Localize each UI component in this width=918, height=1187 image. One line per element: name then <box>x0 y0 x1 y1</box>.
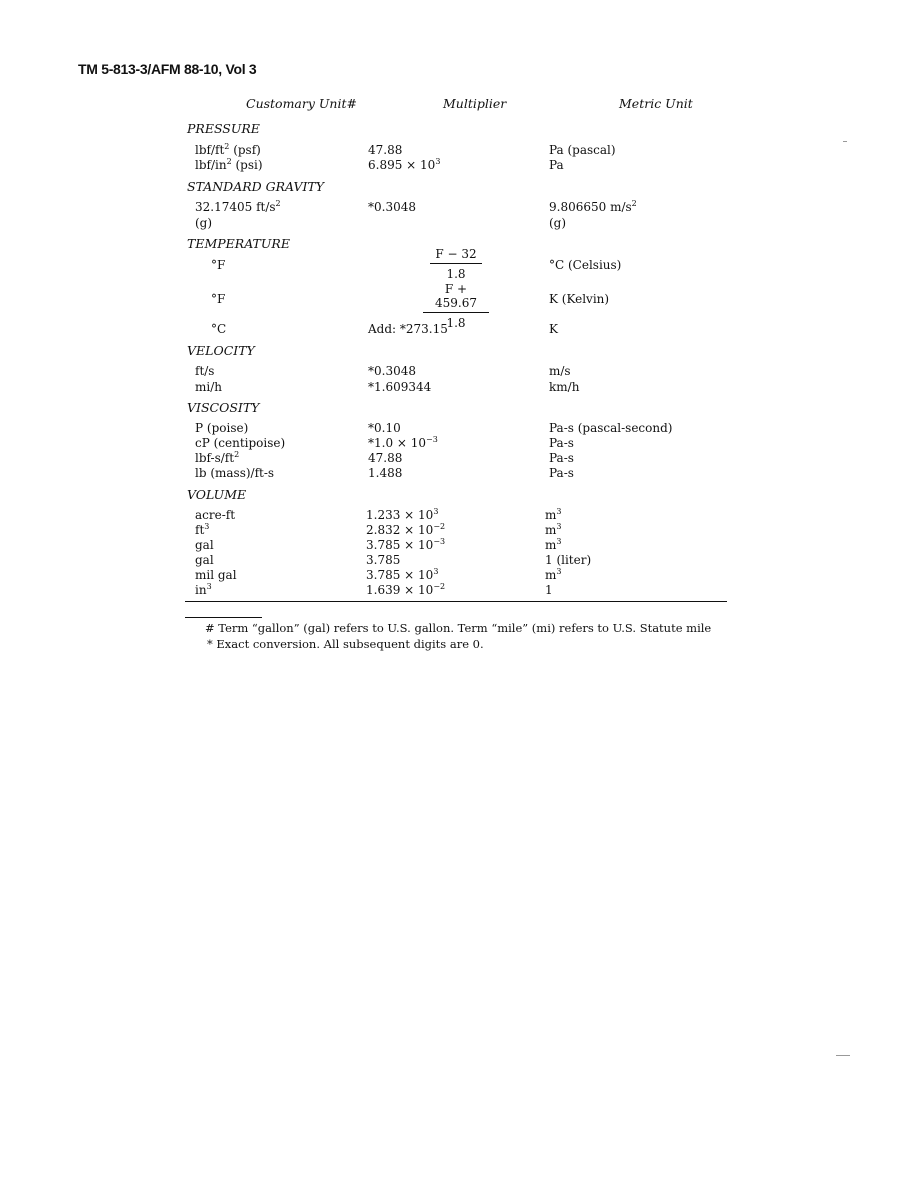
cell-multiplier: $3.785 \times 10^3$ <box>366 567 439 582</box>
cell-multiplier: $*1.0 \times 10^{-3}$ <box>368 435 438 450</box>
cell-customary: gal <box>195 553 214 567</box>
cell-multiplier: 1.488 <box>368 466 403 480</box>
cell-metric: $m^3$ <box>545 537 562 552</box>
cell-customary: °F <box>211 258 226 272</box>
cell-metric: K <box>549 322 558 336</box>
cell-customary: lbf-$s/ft^2$ <box>195 450 240 465</box>
cell-customary: acre-ft <box>195 508 236 522</box>
cell-metric: Pa-s <box>549 436 574 450</box>
scan-speck <box>836 1055 850 1056</box>
fraction-f-to-c: F − 32 1.8 <box>430 247 482 281</box>
cell-customary: $in^3$ <box>195 582 212 597</box>
document-header: TM 5-813-3/AFM 88-10, Vol 3 <box>78 61 257 77</box>
cell-customary: lbf/$ft^2$ (psf) <box>195 142 261 157</box>
section-title-gravity: STANDARD GRAVITY <box>187 179 324 194</box>
cell-metric: km/h <box>549 380 580 394</box>
cell-metric: Pa-s (pascal-second) <box>549 421 673 435</box>
column-header-metric: Metric Unit <box>619 96 693 111</box>
footnote-rule <box>185 617 262 618</box>
cell-customary: °F <box>211 292 226 306</box>
cell-customary: (g) <box>195 216 213 230</box>
cell-customary: $ft^3$ <box>195 522 210 537</box>
section-title-viscosity: VISCOSITY <box>187 400 260 415</box>
section-title-velocity: VELOCITY <box>187 343 255 358</box>
cell-customary: lb (mass)/ft-s <box>195 466 275 480</box>
cell-multiplier: 47.88 <box>368 451 403 465</box>
cell-metric: $m^3$ <box>545 567 562 582</box>
table-bottom-rule <box>185 601 727 602</box>
cell-customary: ft/s <box>195 364 215 378</box>
cell-multiplier: *0.3048 <box>368 200 416 214</box>
cell-metric: Pa <box>549 158 564 172</box>
cell-multiplier: $1.639 \times 10^{-2}$ <box>366 582 446 597</box>
cell-customary: °C <box>211 322 227 336</box>
cell-metric: 1 <box>545 583 553 597</box>
cell-customary: 32.17405 $ft/s^2$ <box>195 199 281 214</box>
scan-speck <box>843 141 847 142</box>
cell-metric: $m^3$ <box>545 507 562 522</box>
footnote-gallon-mile: # Term “gallon” (gal) refers to U.S. gallon. Term “mile” (mi) refers to U.S. Statute mile <box>205 621 712 635</box>
cell-multiplier: *0.3048 <box>368 364 416 378</box>
cell-metric: °C (Celsius) <box>549 258 622 272</box>
cell-customary: mi/h <box>195 380 222 394</box>
cell-metric: Pa-s <box>549 451 574 465</box>
cell-metric: Pa-s <box>549 466 574 480</box>
cell-metric: 1 (liter) <box>545 553 592 567</box>
cell-multiplier: $1.233 \times 10^3$ <box>366 507 439 522</box>
section-title-pressure: PRESSURE <box>187 121 260 136</box>
cell-metric: $m^3$ <box>545 522 562 537</box>
cell-metric: Pa (pascal) <box>549 143 616 157</box>
cell-multiplier: $3.785 \times 10^{-3}$ <box>366 537 446 552</box>
cell-metric: K (Kelvin) <box>549 292 610 306</box>
cell-customary: lbf/$in^2$ (psi) <box>195 157 263 172</box>
cell-customary: mil gal <box>195 568 237 582</box>
cell-multiplier: 3.785 <box>366 553 401 567</box>
section-title-volume: VOLUME <box>187 487 247 502</box>
cell-multiplier: *1.609344 <box>368 380 432 394</box>
cell-customary: gal <box>195 538 214 552</box>
cell-metric: (g) <box>549 216 567 230</box>
cell-customary: P (poise) <box>195 421 249 435</box>
cell-multiplier: Add: *273.15 <box>368 322 448 336</box>
column-header-customary: Customary Unit# <box>246 96 357 111</box>
section-title-temperature: TEMPERATURE <box>187 236 290 251</box>
column-header-multiplier: Multiplier <box>443 96 507 111</box>
cell-multiplier: 47.88 <box>368 143 403 157</box>
cell-multiplier: *0.10 <box>368 421 401 435</box>
cell-metric: 9.806650 $m/s^2$ <box>549 199 637 214</box>
cell-multiplier: $6.895 \times 10^3$ <box>368 157 441 172</box>
fraction-f-to-k: F + 459.67 1.8 <box>423 282 489 330</box>
cell-customary: cP (centipoise) <box>195 436 286 450</box>
footnote-exact-conversion: * Exact conversion. All subsequent digits are 0. <box>207 637 484 651</box>
cell-multiplier: $2.832 \times 10^{-2}$ <box>366 522 446 537</box>
cell-metric: m/s <box>549 364 571 378</box>
